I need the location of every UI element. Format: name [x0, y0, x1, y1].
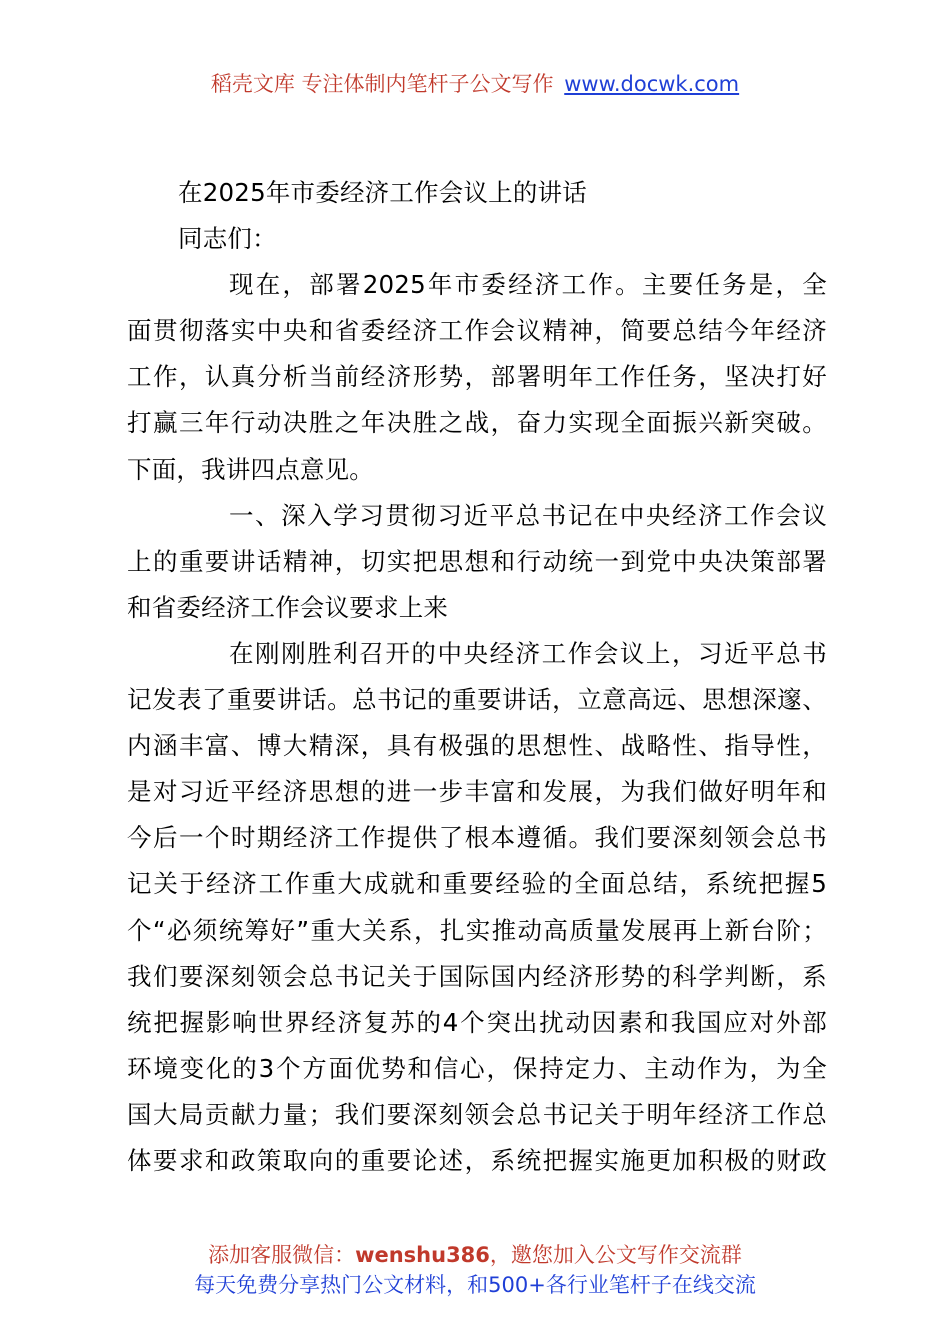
footer-prefix: 添加客服微信： — [208, 1243, 356, 1267]
footer-share-line: 每天免费分享热门公文材料，和500+各行业笔杆子在线交流 — [194, 1273, 756, 1297]
footer-suffix: ，邀您加入公文写作交流群 — [489, 1243, 742, 1267]
footer-wechat-line — [0, 1241, 950, 1269]
paragraph-line: 内涵丰富、博大精深，具有极强的思想性、战略性、指导性， — [127, 731, 827, 761]
paragraph-line: 工作，认真分析当前经济形势，部署明年工作任务，坚决打好 — [127, 362, 827, 392]
section-heading-line: 和省委经济工作会议要求上来 — [127, 592, 449, 622]
paragraph-line: 下面，我讲四点意见。 — [127, 454, 374, 484]
paragraph-line: 记关于经济工作重大成就和重要经验的全面总结，系统把握5 — [127, 869, 827, 899]
brand-text: 稻壳文库 专注体制内笔杆子公文写作 — [210, 72, 554, 96]
paragraph-line: 个“必须统筹好”重大关系，扎实推动高质量发展再上新台阶； — [127, 915, 827, 945]
paragraph-line: 体要求和政策取向的重要论述，系统把握实施更加积极的财政 — [127, 1145, 827, 1175]
paragraph-line: 面贯彻落实中央和省委经济工作会议精神，简要总结今年经济 — [127, 316, 827, 346]
paragraph-line: 打赢三年行动决胜之年决胜之战，奋力实现全面振兴新突破。 — [127, 408, 827, 438]
wechat-id: wenshu386 — [355, 1243, 490, 1267]
paragraph-line: 今后一个时期经济工作提供了根本遵循。我们要深刻领会总书 — [127, 823, 827, 853]
paragraph-line: 我们要深刻领会总书记关于国际国内经济形势的科学判断，系 — [127, 961, 827, 991]
greeting: 同志们： — [178, 224, 277, 254]
document-title: 在2025年市委经济工作会议上的讲话 — [178, 178, 587, 207]
paragraph-line: 国大局贡献力量；我们要深刻领会总书记关于明年经济工作总 — [127, 1099, 827, 1129]
section-heading-line: 一、深入学习贯彻习近平总书记在中央经济工作会议 — [229, 500, 827, 530]
document-body — [127, 170, 827, 1184]
paragraph-line: 在刚刚胜利召开的中央经济工作会议上，习近平总书 — [229, 638, 827, 668]
section-heading-line: 上的重要讲话精神，切实把思想和行动统一到党中央决策部署 — [127, 546, 827, 576]
paragraph-line: 统把握影响世界经济复苏的4个突出扰动因素和我国应对外部 — [127, 1007, 827, 1037]
paragraph-line: 现在，部署2025年市委经济工作。主要任务是，全 — [229, 270, 827, 300]
header-banner — [0, 70, 950, 98]
paragraph-line: 记发表了重要讲话。总书记的重要讲话，立意高远、思想深邃、 — [127, 685, 827, 715]
site-url-link[interactable]: www.docwk.com — [564, 72, 740, 96]
paragraph-line: 是对习近平经济思想的进一步丰富和发展，为我们做好明年和 — [127, 777, 827, 807]
paragraph-line: 环境变化的3个方面优势和信心，保持定力、主动作为，为全 — [127, 1053, 827, 1083]
